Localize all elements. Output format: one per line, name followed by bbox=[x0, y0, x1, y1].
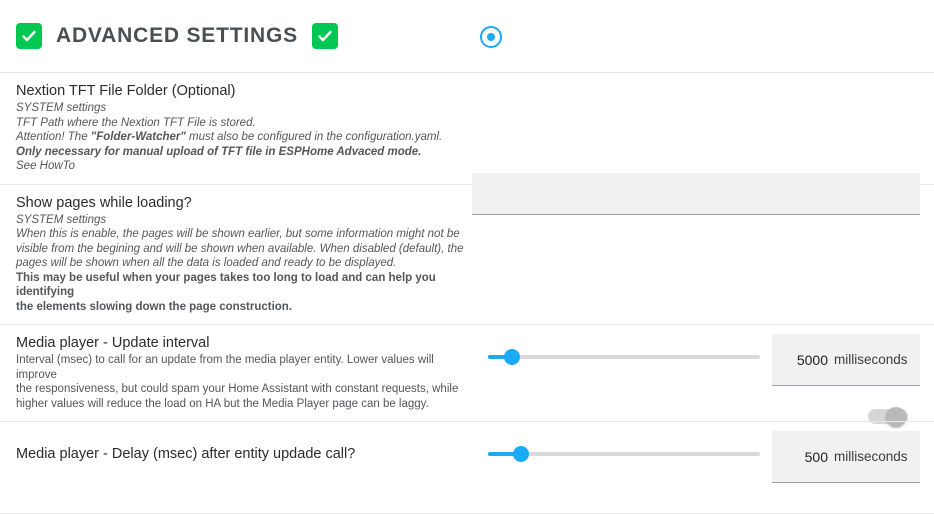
desc-line: Only necessary for manual upload of TFT file in ESPHome Advaced mode. bbox=[16, 145, 422, 158]
desc-emphasis: "Folder-Watcher" bbox=[90, 131, 186, 143]
media-delay-slider[interactable] bbox=[488, 444, 760, 464]
slider-track bbox=[488, 452, 760, 456]
desc-line: Interval (msec) to call for an update from the media player entity. Lower values will improve bbox=[16, 354, 434, 381]
setting-row-media-delay bbox=[0, 422, 934, 514]
setting-title: Nextion TFT File Folder (Optional) bbox=[16, 83, 236, 99]
setting-row-show-pages-while-loading bbox=[0, 185, 934, 326]
page-title: ADVANCED SETTINGS bbox=[56, 24, 298, 47]
desc-line bbox=[16, 130, 472, 145]
value-number: 5000 bbox=[796, 351, 828, 368]
checkbox-left[interactable] bbox=[16, 23, 42, 49]
desc-line: When this is enable, the pages will be shown earlier, but some information might not be bbox=[16, 228, 460, 240]
desc-text: Attention! The bbox=[16, 131, 91, 143]
header-radio-button[interactable] bbox=[480, 26, 502, 48]
check-icon bbox=[316, 27, 334, 45]
media-update-interval-value-box[interactable] bbox=[772, 334, 920, 386]
setting-row-tft-folder bbox=[0, 73, 934, 185]
setting-description bbox=[16, 353, 472, 411]
desc-text: must also be configured in the configuration.yaml. bbox=[185, 131, 443, 143]
desc-line: This may be useful when your pages takes too long to load and can help you identifying bbox=[16, 271, 436, 298]
media-delay-value-box[interactable] bbox=[772, 431, 920, 483]
desc-line: visible from the begining and will be shown when available. When disabled (default), the bbox=[16, 242, 464, 255]
slider-thumb[interactable] bbox=[513, 446, 529, 462]
advanced-settings-header bbox=[0, 0, 934, 73]
value-unit: milliseconds bbox=[834, 352, 908, 367]
desc-line: the elements slowing down the page construction. bbox=[16, 300, 293, 313]
header-left-group bbox=[0, 23, 338, 49]
desc-line: higher values will reduce the load on HA but the Media Player page can be laggy. bbox=[16, 397, 429, 410]
desc-line: SYSTEM settings bbox=[16, 213, 107, 226]
radio-selected-icon bbox=[480, 26, 502, 48]
desc-line: SYSTEM settings bbox=[16, 102, 107, 114]
value-number: 500 bbox=[804, 448, 828, 465]
radio-dot bbox=[487, 33, 495, 41]
slider-track bbox=[488, 355, 760, 359]
value-unit: milliseconds bbox=[834, 449, 908, 464]
media-update-interval-slider[interactable] bbox=[488, 347, 760, 367]
setting-title: Show pages while loading? bbox=[16, 194, 192, 211]
desc-line: the responsiveness, but could spam your Home Assistant with constant requests, while bbox=[16, 383, 459, 395]
checkbox-right[interactable] bbox=[312, 23, 338, 49]
slider-thumb[interactable] bbox=[504, 349, 520, 365]
setting-description bbox=[16, 101, 472, 174]
setting-title: Media player - Update interval bbox=[16, 335, 210, 351]
setting-description bbox=[16, 213, 472, 315]
check-icon bbox=[20, 27, 38, 45]
desc-link-howto[interactable]: See HowTo bbox=[16, 160, 76, 172]
desc-line: TFT Path where the Nextion TFT File is stored. bbox=[16, 116, 256, 129]
setting-row-media-update-interval bbox=[0, 325, 934, 422]
setting-title: Media player - Delay (msec) after entity updade call? bbox=[16, 446, 356, 462]
desc-line: pages will be shown when all the data is loaded and ready to be displayed. bbox=[16, 257, 397, 269]
